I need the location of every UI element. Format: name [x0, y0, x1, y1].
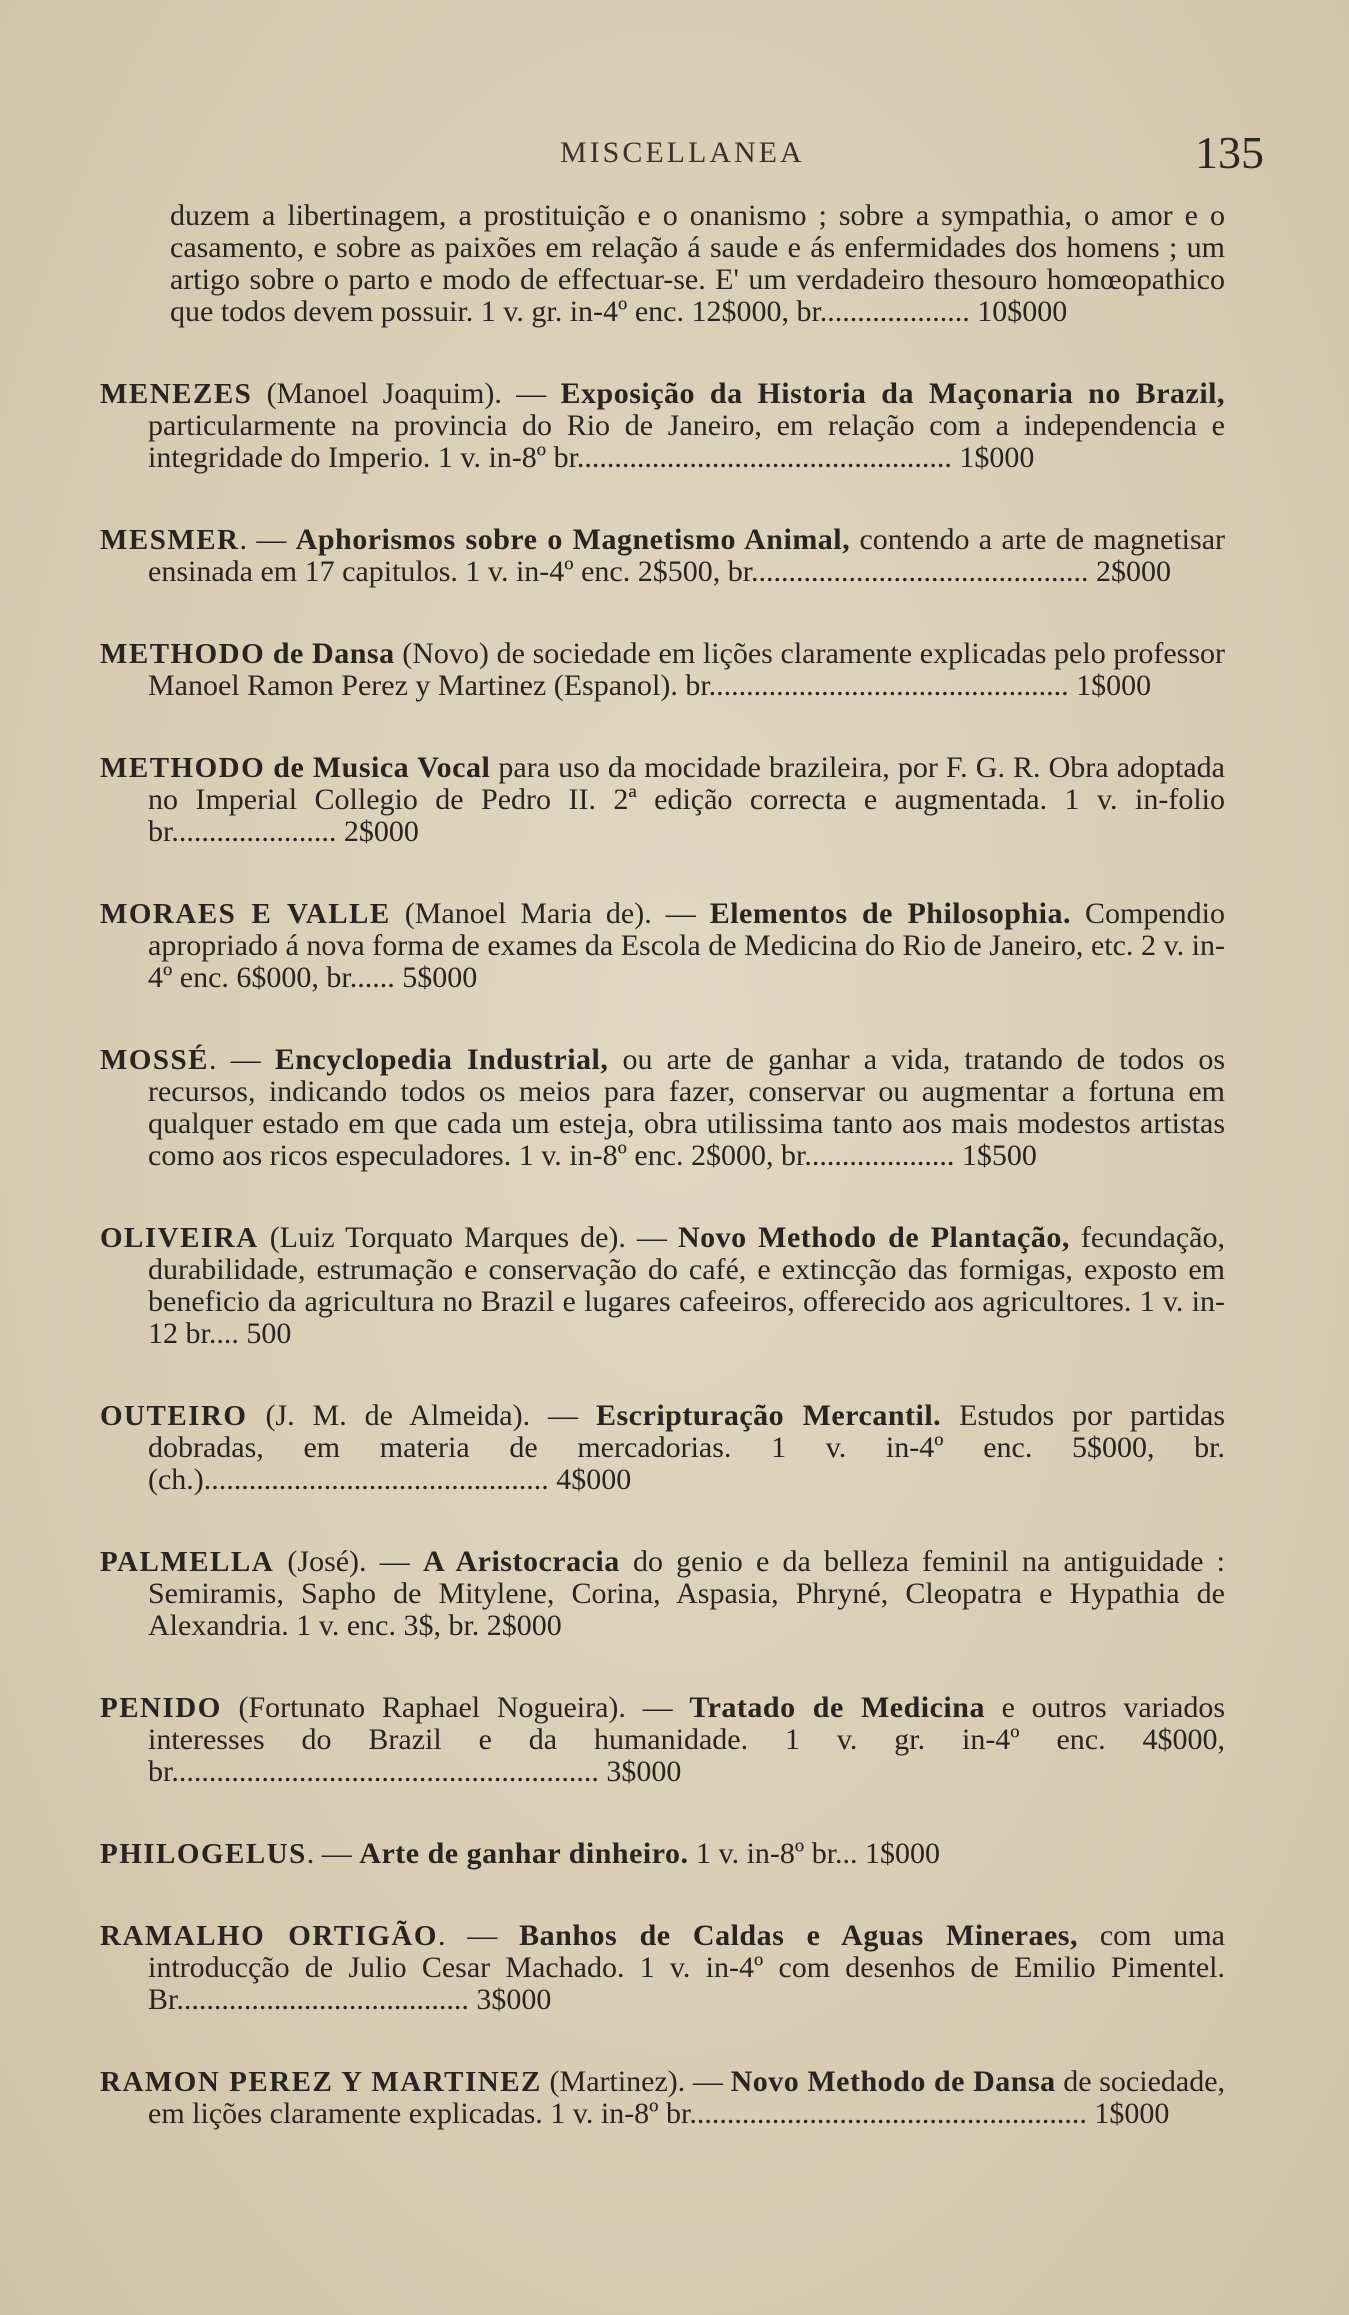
entry-pre — [265, 637, 273, 670]
entry-pre: . — — [239, 523, 296, 556]
entry-pre: (J. M. de Almeida). — — [247, 1399, 596, 1432]
entry-author: PHILOGELUS — [100, 1838, 307, 1870]
entry-author: METHODO — [100, 638, 266, 670]
entry-title: A Aristocracia — [422, 1545, 620, 1578]
entry-title: de Dansa — [272, 637, 395, 670]
entry-author: MOSSÉ — [100, 1044, 210, 1076]
entry-author: RAMON PEREZ Y MARTINEZ — [100, 2066, 542, 2098]
catalog-entry-continuation — [100, 200, 1225, 328]
page-number: 135 — [1195, 127, 1264, 178]
catalog-entry — [100, 752, 1225, 848]
entry-text: 1 v. in-8º br... 1$000 — [688, 1837, 941, 1870]
running-head — [0, 127, 1349, 182]
entry-author: MORAES E VALLE — [100, 898, 391, 930]
entry-title: Novo Methodo de Dansa — [730, 2065, 1056, 2098]
entry-author: PENIDO — [100, 1692, 222, 1724]
catalog-entry — [100, 898, 1225, 994]
entry-pre: . — — [209, 1043, 275, 1076]
entry-title: Aphorismos sobre o Magnetismo Animal, — [295, 523, 851, 556]
entry-author: OUTEIRO — [100, 1400, 248, 1432]
entry-author: MENEZES — [100, 378, 253, 410]
catalog-entry — [100, 1044, 1225, 1172]
entry-title: Exposição da Historia da Maçonaria no Brazil, — [560, 377, 1225, 410]
entry-pre: (Luiz Torquato Marques de). — — [258, 1221, 678, 1254]
catalog-entry — [100, 378, 1225, 474]
catalog-entry — [100, 1920, 1225, 2016]
entry-title: Encyclopedia Industrial, — [274, 1043, 609, 1076]
entry-text: para uso da mocidade brazileira, por F. G. R. Obra adoptada no Imperial Collegio de Pedro II. 2ª edição correcta e augmentada. 1 v. in-folio br...................... 2$000 — [148, 751, 1225, 848]
entry-author: PALMELLA — [100, 1546, 275, 1578]
entry-text: e outros variados interesses do Brazil e da humanidade. 1 v. gr. in-4º enc. 4$000, br......................................................... 3$000 — [148, 1691, 1225, 1788]
entry-text: com uma introducção de Julio Cesar Machado. 1 v. in-4º com desenhos de Emilio Pimentel. Br....................................... 3$000 — [148, 1919, 1225, 2016]
entry-title: Tratado de Medicina — [689, 1691, 985, 1724]
catalog-entry — [100, 1546, 1225, 1642]
catalog-entry — [100, 1400, 1225, 1496]
entry-text: contendo a arte de magnetisar ensinada em 17 capitulos. 1 v. in-4º enc. 2$500, br............................................. 2$000 — [148, 523, 1226, 588]
catalog-entry — [100, 1838, 1225, 1870]
catalog-entry — [100, 1222, 1225, 1350]
entry-pre: (José). — — [274, 1545, 423, 1578]
entry-pre: (Manoel Joaquim). — — [252, 377, 561, 410]
entry-author: MESMER — [100, 524, 240, 556]
entry-title: Arte de ganhar dinheiro. — [359, 1837, 689, 1870]
catalog-entry — [100, 1692, 1225, 1788]
entry-text: Compendio apropriado á nova forma de exames da Escola de Medicina do Rio de Janeiro, etc. 2 v. in-4º enc. 6$000, br...... 5$000 — [148, 897, 1225, 994]
entry-text: de sociedade, em lições claramente explicadas. 1 v. in-8º br..................................................... 1$000 — [148, 2065, 1226, 2130]
entry-text: particularmente na provincia do Rio de Janeiro, em relação com a independencia e integridade do Imperio. 1 v. in-8º br.................................................. 1$000 — [148, 409, 1225, 474]
running-title: MISCELLANEA — [560, 136, 805, 169]
catalog-entry — [100, 638, 1225, 702]
catalog-entries — [100, 200, 1225, 2180]
entry-pre: (Martinez). — — [541, 2065, 731, 2098]
entry-pre: (Manoel Maria de). — — [390, 897, 710, 930]
entry-title: Escripturação Mercantil. — [596, 1399, 942, 1432]
entry-pre: . — — [306, 1837, 360, 1870]
catalog-entry — [100, 524, 1225, 588]
entry-text: duzem a libertinagem, a prostituição e o onanismo ; sobre a sympathia, o amor e o casamento, e sobre as paixões em relação á saude e ás enfermidades dos homens ; um artigo sobre o parto e modo de effectuar-se. E' um verdadeiro thesouro homœopathico que todos devem possuir. 1 v. gr. in-4º enc. 12$000, br.................... 10$000 — [170, 199, 1225, 328]
entry-title: Elementos de Philosophia. — [709, 897, 1072, 930]
catalog-entry — [100, 2066, 1225, 2130]
entry-title: Novo Methodo de Plantação, — [677, 1221, 1070, 1254]
entry-text: (Novo) de sociedade em lições claramente explicadas pelo professor Manoel Ramon Perez y Martinez (Espanol). br................................................ 1$000 — [148, 637, 1226, 702]
entry-text: fecundação, durabilidade, estrumação e conservação do café, e extincção das formigas, exposto em beneficio da agricultura no Brazil e lugares cafeeiros, offerecido aos agricultores. 1 v. in-12 br.... 500 — [148, 1221, 1225, 1350]
entry-pre: (Fortunato Raphael Nogueira). — — [221, 1691, 690, 1724]
entry-text: Estudos por partidas dobradas, em materia de mercadorias. 1 v. in-4º enc. 5$000, br. (ch.).............................................. 4$000 — [148, 1399, 1225, 1496]
entry-title: Banhos de Caldas e Aguas Mineraes, — [519, 1919, 1078, 1952]
entry-author: OLIVEIRA — [100, 1222, 259, 1254]
entry-author: RAMALHO ORTIGÃO — [100, 1920, 438, 1952]
entry-text: do genio e da belleza feminil na antiguidade : Semiramis, Sapho de Mitylene, Corina, Aspasia, Phryné, Cleopatra e Hypathia de Alexandria. 1 v. enc. 3$, br. 2$000 — [148, 1545, 1225, 1642]
entry-pre: . — — [437, 1919, 520, 1952]
entry-author: METHODO — [100, 752, 266, 784]
entry-title: de Musica Vocal — [273, 751, 491, 784]
entry-text: ou arte de ganhar a vida, tratando de todos os recursos, indicando todos os meios para fazer, conservar ou augmentar a fortuna em qualquer estado em que cada um esteja, obra utilissima tanto aos mais modestos artistas como aos ricos especuladores. 1 v. in-8º enc. 2$000, br.................... 1$500 — [148, 1043, 1226, 1172]
